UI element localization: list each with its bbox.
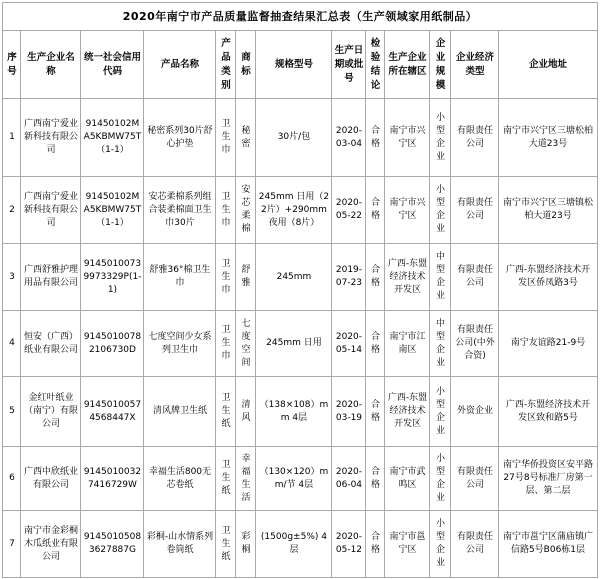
- table-cell: 2020-06-04: [332, 447, 366, 511]
- table-cell: 卫生巾: [216, 99, 236, 177]
- table-cell: 2020-05-14: [332, 311, 366, 377]
- table-cell: 有限责任公司: [451, 511, 499, 578]
- column-header-2: 统一社会信用代码: [81, 31, 144, 99]
- table-cell: 卫生纸: [216, 511, 236, 578]
- table-cell: 南宁市邕宁区蒲庙镇广信路5号B06栋1层: [499, 511, 597, 578]
- table-cell: (1500g±5%) 4层: [256, 511, 332, 578]
- table-cell: 小型企业: [430, 511, 451, 578]
- table-cell: 舒雅: [236, 244, 256, 311]
- table-cell: 广西-东盟经济技术开发区: [385, 244, 430, 311]
- table-cell: 30片/包: [256, 99, 332, 177]
- table-cell: 外资企业: [451, 377, 499, 447]
- table-cell: 91450100574568447X: [81, 377, 144, 447]
- table-cell: 南宁市金彩桐木瓜纸业有限公司: [21, 511, 81, 578]
- column-header-9: 生产企业所在辖区: [385, 31, 430, 99]
- column-header-12: 企业地址: [499, 31, 597, 99]
- table-row: [3, 177, 597, 244]
- table-cell: 清风牌卫生纸: [144, 377, 216, 447]
- table-cell: 2020-05-22: [332, 177, 366, 244]
- table-cell: （130×120）mm/节 4层: [256, 447, 332, 511]
- table-cell: 2020-03-04: [332, 99, 366, 177]
- results-table: [2, 2, 597, 578]
- table-cell: 有限责任公司: [451, 447, 499, 511]
- title-row: [3, 3, 597, 31]
- table-cell: 合格: [366, 99, 385, 177]
- table-cell: 有限责任公司: [451, 99, 499, 177]
- table-cell: 91450102MA5KBMW75T（1-1）: [81, 99, 144, 177]
- table-cell: （138×108）mm 4层: [256, 377, 332, 447]
- table-cell: 3: [3, 244, 21, 311]
- table-cell: 卫生巾: [216, 311, 236, 377]
- table-cell: 2020-03-19: [332, 377, 366, 447]
- column-header-11: 企业经济类型: [451, 31, 499, 99]
- table-row: [3, 447, 597, 511]
- table-cell: 七度空间少女系列卫生巾: [144, 311, 216, 377]
- table-cell: 245mm 日用（22片）+290mm夜用（8片）: [256, 177, 332, 244]
- table-cell: 南宁市邕宁区: [385, 511, 430, 578]
- table-cell: 卫生巾: [216, 177, 236, 244]
- table-row: [3, 377, 597, 447]
- column-header-3: 产品名称: [144, 31, 216, 99]
- table-cell: 2019-07-23: [332, 244, 366, 311]
- table-cell: 卫生纸: [216, 447, 236, 511]
- column-header-4: 产品类别: [216, 31, 236, 99]
- table-cell: 南宁市兴宁区: [385, 177, 430, 244]
- table-cell: 中型企业: [430, 244, 451, 311]
- column-header-10: 企业规模: [430, 31, 451, 99]
- table-cell: 清风: [236, 377, 256, 447]
- table-cell: 七度空间: [236, 311, 256, 377]
- table-cell: 4: [3, 311, 21, 377]
- column-header-1: 生产企业名称: [21, 31, 81, 99]
- table-cell: 91450105083627887G: [81, 511, 144, 578]
- table-cell: 秘密: [236, 99, 256, 177]
- table-title: 2020年南宁市产品质量监督抽查结果汇总表（生产领域家用纸制品）: [3, 3, 597, 31]
- table-cell: 5: [3, 377, 21, 447]
- table-cell: 广西-东盟经济技术开发区: [385, 377, 430, 447]
- column-header-5: 商标: [236, 31, 256, 99]
- table-cell: 恒安（广西）纸业有限公司: [21, 311, 81, 377]
- column-header-7: 生产日期或批号: [332, 31, 366, 99]
- table-cell: 小型企业: [430, 377, 451, 447]
- table-cell: 91450100739973329P(1-1): [81, 244, 144, 311]
- table-cell: 南宁友谊路21-9号: [499, 311, 597, 377]
- table-cell: 2: [3, 177, 21, 244]
- table-cell: 南宁市兴宁区三塘镇松柏大道23号: [499, 177, 597, 244]
- table-cell: 2020-05-12: [332, 511, 366, 578]
- table-cell: 合格: [366, 244, 385, 311]
- table-cell: 广西-东盟经济技术开发区致和路5号: [499, 377, 597, 447]
- table-cell: 广西舒雅护理用品有限公司: [21, 244, 81, 311]
- table-cell: 小型企业: [430, 177, 451, 244]
- table-cell: 中型企业: [430, 311, 451, 377]
- table-cell: 小型企业: [430, 99, 451, 177]
- header-row: [3, 31, 597, 99]
- table-cell: 广西中欣纸业有限公司: [21, 447, 81, 511]
- table-cell: 91450102MA5KBMW75T（1-1）: [81, 177, 144, 244]
- table-cell: 合格: [366, 377, 385, 447]
- table-cell: 金红叶纸业（南宁）有限公司: [21, 377, 81, 447]
- column-header-0: 序号: [3, 31, 21, 99]
- table-cell: 南宁市兴宁区: [385, 99, 430, 177]
- table-cell: 91450100782106730D: [81, 311, 144, 377]
- table-cell: 秘密系列30片舒心护垫: [144, 99, 216, 177]
- table-cell: 南宁华侨投资区安平路27号8号标准厂房第一层、第二层: [499, 447, 597, 511]
- table-cell: 合格: [366, 511, 385, 578]
- table-cell: 合格: [366, 447, 385, 511]
- table-cell: 有限责任公司(中外合资): [451, 311, 499, 377]
- table-cell: 幸福生活: [236, 447, 256, 511]
- table-cell: 小型企业: [430, 447, 451, 511]
- table-cell: 广西南宁爱业新科技有限公司: [21, 99, 81, 177]
- table-cell: 卫生巾: [216, 244, 236, 311]
- table-cell: 舒雅36°棉卫生巾: [144, 244, 216, 311]
- table-cell: 广西南宁爱业新科技有限公司: [21, 177, 81, 244]
- table-row: [3, 99, 597, 177]
- table-cell: 245mm 日用: [256, 311, 332, 377]
- table-cell: 合格: [366, 177, 385, 244]
- table-cell: 245mm: [256, 244, 332, 311]
- table-cell: 1: [3, 99, 21, 177]
- table-row: [3, 511, 597, 578]
- table-cell: 91450100327416729W: [81, 447, 144, 511]
- table-cell: 南宁市兴宁区三塘松柏大道23号: [499, 99, 597, 177]
- table-cell: 彩桐: [236, 511, 256, 578]
- table-cell: 幸福生活800无芯卷纸: [144, 447, 216, 511]
- table-cell: 安芯柔棉: [236, 177, 256, 244]
- column-header-6: 规格型号: [256, 31, 332, 99]
- table-cell: 南宁市江南区: [385, 311, 430, 377]
- table-row: [3, 244, 597, 311]
- table-cell: 有限责任公司: [451, 177, 499, 244]
- table-cell: 安芯柔棉系列组合装柔棉面卫生巾30片: [144, 177, 216, 244]
- table-cell: 7: [3, 511, 21, 578]
- table-cell: 合格: [366, 311, 385, 377]
- table-cell: 彩桐-山水情系列卷筒纸: [144, 511, 216, 578]
- table-cell: 有限责任公司: [451, 244, 499, 311]
- table-cell: 卫生纸: [216, 377, 236, 447]
- table-row: [3, 311, 597, 377]
- table-cell: 广西-东盟经济技术开发区侨凤路3号: [499, 244, 597, 311]
- table-cell: 南宁市武鸣区: [385, 447, 430, 511]
- column-header-8: 检验结论: [366, 31, 385, 99]
- table-cell: 6: [3, 447, 21, 511]
